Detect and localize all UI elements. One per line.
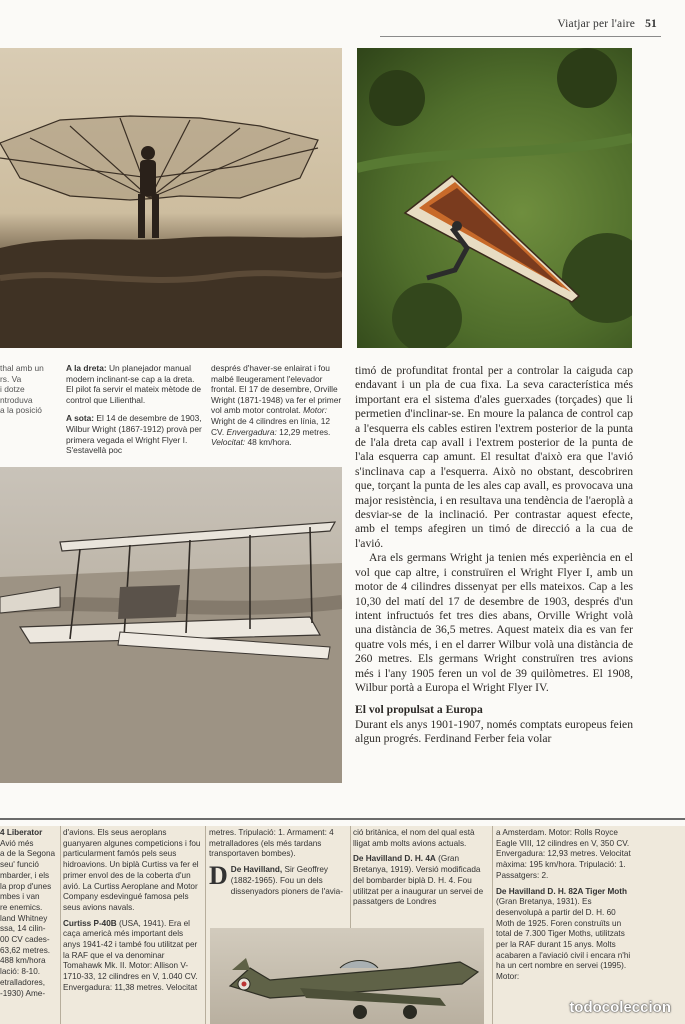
caption-lead: A la dreta: (66, 363, 107, 373)
glossary-entry (209, 861, 347, 897)
column-divider (60, 826, 61, 1024)
caption-text: després d'haver-se enlairat i fou malbé lleugerament l'elevador frontal. El 17 de desembre, Orville Wright (1871-1948) va fer el primer vol amb motor controlat. (211, 363, 342, 416)
glossary-entry-text: d'avions. Els seus aeroplans guanyaren algunes competicions i fou particularment famós pels seus hidroavions. Un biplà Curtiss va fer el primer envol des de la coberta d'un avió. La Curtiss Aeroplane and Motor Company esdevingué famosa pels seus avions navals. (63, 828, 201, 912)
glossary-fragment: mbes i van (0, 892, 40, 902)
glossary-entry (63, 919, 201, 994)
photo-lilienthal-glider (0, 48, 342, 348)
glossary-column-2 (209, 828, 347, 902)
body-paragraph: Durant els anys 1901-1907, només comptats europeus feien algun progrés. Ferdinand Ferber feia volar (355, 717, 633, 746)
glossary-fragment: seu' funció (0, 860, 39, 870)
glossary-fragment: land Whitney (0, 913, 48, 923)
caption-speed-label: Velocitat: (211, 437, 246, 448)
glossary-fragment: la prop d'unes (0, 881, 52, 891)
glossary-entry-text: (Gran Bretanya, 1919). Versió modificada del bombarder biplà D. H. 4. Fou utilitzat per a inaugurar un servei de passatgers de Londres (353, 854, 484, 907)
caption-speed-value: 48 km/hora. (247, 437, 292, 448)
glossary-entry-text: metres. Tripulació: 1. Armament: 4 metralladores (els més tardans transportaven bombes). (209, 828, 334, 859)
caption-fragment: rs. Va (0, 373, 22, 384)
caption-text: Un planejador manual modern inclinant-se cap a la dreta. El pilot fa servir el mateix mètode de control que Lilienthal. (66, 363, 201, 405)
glossary-fragment: re enemics. (0, 902, 43, 912)
glossary-entry-name: De Havilland D. H. 4A (353, 854, 436, 864)
caption-column-1 (66, 363, 202, 464)
glossary-entry-text: (USA, 1941). Era el caça americà més important dels anys 1941-42 i també fou utilitzat per la RAF que el va denominar Tomahawk Mk. II. Motor: Allison V-1710-33, 12 cilindres en V, 1.040 CV. Envergadura: 11,38 metres. Velocitat (63, 918, 198, 992)
glossary-entry (496, 887, 631, 983)
column-divider (492, 826, 493, 1024)
glossary-column-1 (63, 828, 201, 999)
glossary-column-3 (353, 828, 489, 913)
glossary-fragment: mbarder, i els (0, 870, 50, 880)
photo-curtiss-p40 (210, 928, 484, 1024)
section-heading: El vol propulsat a Europa (355, 703, 483, 717)
glossary-entry-name: De Havilland D. H. 82A Tiger Moth (496, 886, 628, 896)
glossary-entry (353, 854, 489, 908)
glossary-fragment: 63,62 metres. (0, 945, 51, 955)
glossary-entry-text: ció britànica, el nom del qual està lligat amb molts avions actuals. (353, 828, 475, 848)
glossary-entry-text: (Gran Bretanya, 1931). Es desenvolupà a partir del D. H. 60 Moth de 1925. Foren construïts un total de 7.300 Tiger Moths, utilitzats per la RAF durant 15 anys. Molts acabaren a l'aviació civil i encara n'hi ha un cert nombre en servei (1995). Motor: (496, 897, 631, 982)
caption-motor-value: Wright de 4 cilindres en línia, 12 CV. (211, 415, 331, 437)
glossary-fragment: etralladores, (0, 977, 46, 987)
caption-edge-fragments (0, 363, 55, 416)
photo-wright-flyer (0, 467, 342, 783)
caption-right (66, 363, 202, 405)
caption-span-value: 12,29 metres. (279, 426, 331, 437)
page-number: 51 (645, 18, 657, 30)
caption-fragment: thal amb un (0, 363, 44, 373)
photo-modern-hang-glider (357, 48, 632, 348)
drop-cap: D (209, 861, 228, 891)
caption-fragment: a la posició (0, 405, 42, 416)
photo-captions (0, 363, 345, 463)
watermark-logo: todocoleccion (569, 999, 671, 1016)
glossary-entry-name: Curtiss P-40B (63, 918, 117, 928)
body-paragraph: Ara els germans Wright ja tenien més experiència en el vol que cap altre, i construïren el Wright Flyer I, amb un motor de 4 cilindres dissenyat per ells mateixos. Cap a les 10,30 del matí del 17 de desembre de 1903, després d'un intent infructuós fet tres dies abans, Orville Wright volà una distància de 36,5 metres. Aquest mateix dia es van fer quatre vols més, i en el darrer Wilbur volà una distància de 260 metres. Els germans Wright construïren tres avions més i l'any 1905 feren un vol de 39 quilòmetres. El 1908, Wilbur portà a Europa el Wright Flyer IV. (355, 551, 633, 694)
running-title: Viatjar per l'aire (557, 18, 636, 30)
caption-fragment: i dotze (0, 384, 25, 395)
header-rule (380, 36, 661, 37)
glossary-fragment: -1930) Ame- (0, 988, 46, 998)
glossary-column-edge (0, 828, 56, 999)
glossary-fragment: 00 CV cades- (0, 935, 50, 945)
glossary-entry-name: De Havilland, (230, 865, 283, 875)
glossary-column-4 (496, 828, 631, 988)
running-header (557, 18, 657, 30)
glossary-rule (0, 818, 685, 820)
glossary-fragment: ssa, 14 cilin- (0, 924, 46, 934)
glossary-fragment: 488 km/hora (0, 956, 46, 966)
caption-text: El 14 de desembre de 1903, Wilbur Wright (1867-1912) provà per primera vegada el Wright Flyer I. S'estavellà poc (66, 413, 202, 456)
glossary-entry-text: Sir Geoffrey (1882-1965). Fou un dels dissenyadors pioners de l'avia- (230, 865, 343, 896)
column-divider (205, 826, 206, 1024)
glossary-fragment: 4 Liberator (0, 828, 43, 837)
caption-below (66, 413, 202, 455)
glossary-fragment: lació: 8-10. (0, 967, 41, 977)
caption-motor-label: Motor: (303, 405, 327, 416)
caption-fragment: ntroduva (0, 394, 33, 405)
article-body (355, 364, 633, 747)
glossary-fragment: Avió més (0, 838, 34, 848)
glossary-fragment: a de la Segona (0, 849, 56, 859)
glossary-entry-text: a Amsterdam. Motor: Rolls Royce Eagle VIII, 12 cilindres en V, 350 CV. Envergadura: 12,93 metres. Velocitat màxima: 195 km/hora. Tripulació: 1. Passatgers: 2. (496, 828, 631, 880)
body-paragraph: timó de profunditat frontal per a controlar la caiguda cap endavant i un pla de cua fixa. La seva característica més important era el sistema d'ales guerxades (torçades) que li permetien d'inclinar-se. En moure la palanca de control cap a l'esquerra els cables estiren l'extrem posterior de la punta de l'ala dreta cap avall i l'extrem posterior de la punta de l'ala esquerra cap amunt. El resultat d'això era que l'avió s'inclinava cap a l'esquerra. Això no obstant, descobriren que, torçant la punta de les ales cap avall, es provocava una major resistència, i en resultava una tendència de l'aeroplà a desviar-se de la inclinació. Per contrastar aquest efecte, amb el temps afegiren un timó de direcció a la cua de l'avió. (355, 364, 633, 550)
caption-span-label: Envergadura: (226, 426, 277, 437)
caption-lead: A sota: (66, 413, 95, 424)
caption-column-2 (211, 363, 343, 448)
